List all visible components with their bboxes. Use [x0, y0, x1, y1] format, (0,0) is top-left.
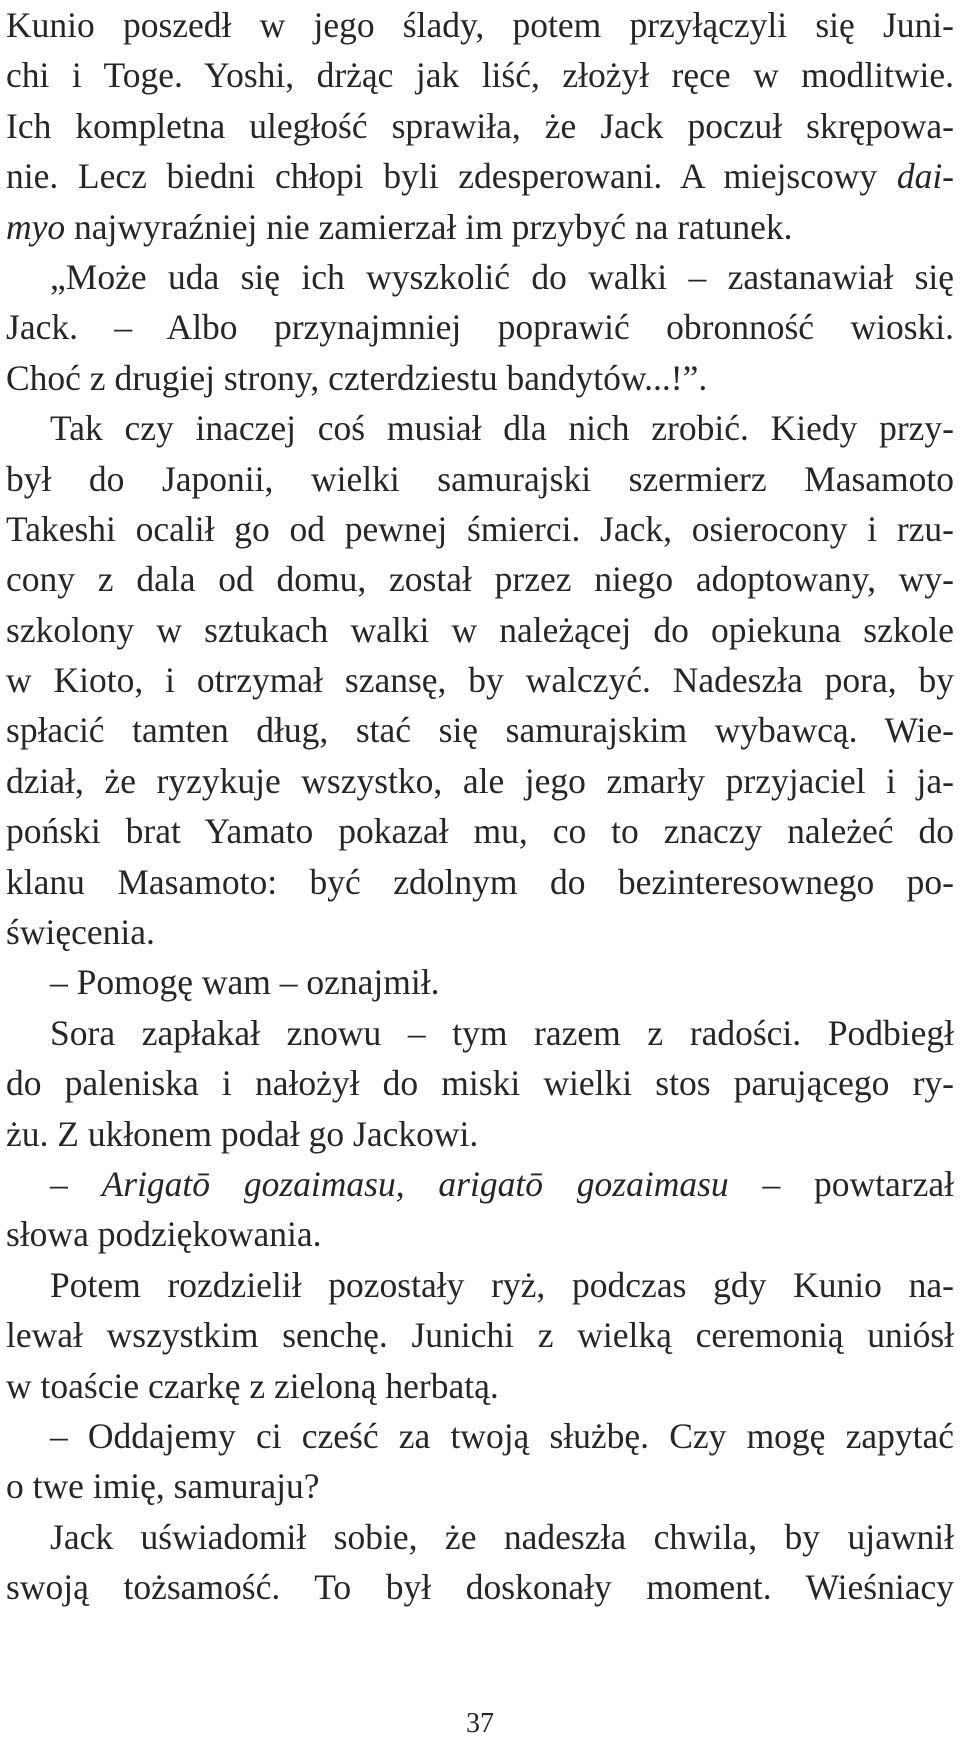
text-line: słowa podziękowania. — [6, 1214, 322, 1255]
text-line: klanu Masamoto: być zdolnym do bezinteresownego po- — [6, 861, 954, 902]
text-line: „Może uda się ich wyszkolić do walki – zastanawiał się — [50, 256, 954, 297]
body-text — [6, 0, 954, 1613]
text-line: Kunio poszedł w jego ślady, potem przyłączyli się Juni- — [6, 5, 954, 45]
text-line: w toaście czarkę z zieloną herbatą. — [6, 1365, 499, 1406]
text-line: swoją tożsamość. To był doskonały moment. Wieśniacy — [6, 1567, 954, 1608]
text-line: Ich kompletna uległość sprawiła, że Jack poczuł skrępowa- — [6, 105, 954, 146]
text-line: poński brat Yamato pokazał mu, co to znaczy należeć do — [6, 811, 954, 852]
text-line: myo najwyraźniej nie zamierzał im przybyć na ratunek. — [6, 206, 793, 247]
text-line: Takeshi ocalił go od pewnej śmierci. Jack, osierocony i rzu- — [6, 508, 954, 549]
text-line: dział, że ryzykuje wszystko, ale jego zmarły przyjaciel i ja- — [6, 760, 954, 801]
text-line: w Kioto, i otrzymał szansę, by walczyć. Nadeszła pora, by — [6, 660, 954, 701]
text-line: Potem rozdzielił pozostały ryż, podczas gdy Kunio na- — [50, 1264, 954, 1305]
page-number: 37 — [466, 1708, 494, 1739]
text-line: nie. Lecz biedni chłopi byli zdesperowani. A miejscowy dai- — [6, 156, 954, 197]
text-line: Jack. – Albo przynajmniej poprawić obronność wioski. — [6, 307, 954, 348]
text-line: Choć z drugiej strony, czterdziestu bandytów...!”. — [6, 357, 708, 398]
text-line: żu. Z ukłonem podał go Jackowi. — [6, 1113, 479, 1154]
text-line: był do Japonii, wielki samurajski szermierz Masamoto — [6, 458, 954, 499]
text-line: – Oddajemy ci cześć za twoją służbę. Czy mogę zapytać — [50, 1415, 954, 1456]
text-line: lewał wszystkim senchę. Junichi z wielką ceremonią uniósł — [6, 1315, 954, 1356]
text-line: – Arigatō gozaimasu, arigatō gozaimasu – powtarzał — [50, 1163, 954, 1204]
text-line: spłacić tamten dług, stać się samurajskim wybawcą. Wie- — [6, 710, 954, 751]
text-line: Jack uświadomił sobie, że nadeszła chwila, by ujawnił — [50, 1516, 954, 1557]
text-line: chi i Toge. Yoshi, drżąc jak liść, złożył ręce w modlitwie. — [6, 55, 954, 96]
text-line: szkolony w sztukach walki w należącej do opiekuna szkole — [6, 609, 954, 650]
text-line: do paleniska i nałożył do miski wielki stos parującego ry- — [6, 1063, 954, 1104]
text-line: – Pomogę wam – oznajmił. — [50, 962, 440, 1003]
text-line: Sora zapłakał znowu – tym razem z radości. Podbiegł — [50, 1012, 954, 1053]
text-line: święcenia. — [6, 912, 155, 953]
text-line: cony z dala od domu, został przez niego adoptowany, wy- — [6, 559, 954, 600]
text-line: o twe imię, samuraju? — [6, 1466, 320, 1507]
text-line: Tak czy inaczej coś musiał dla nich zrobić. Kiedy przy- — [50, 408, 954, 449]
